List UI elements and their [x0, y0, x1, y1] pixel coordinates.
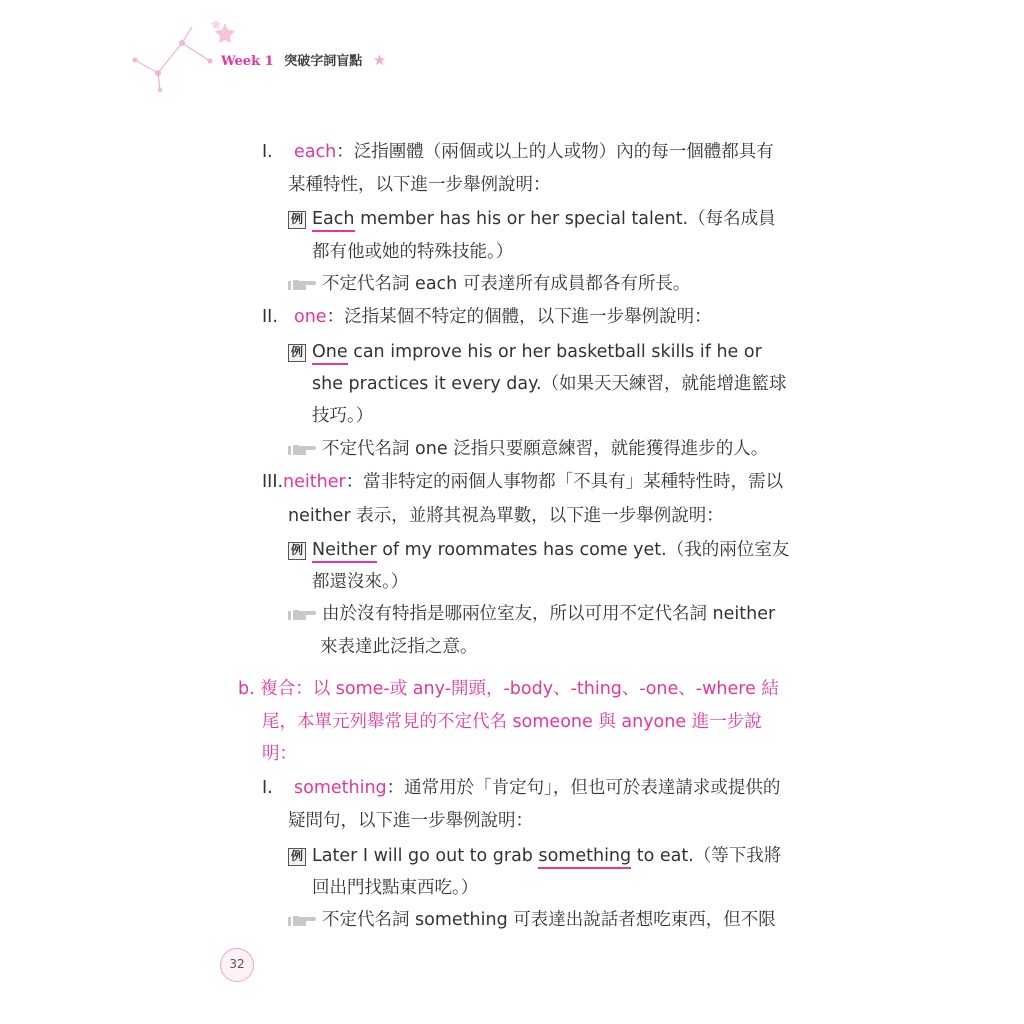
item-desc: ：通常用於「肯定句」，但也可於表達請求或提供的: [386, 778, 781, 798]
item-numeral: I.: [262, 778, 273, 798]
item-something-desc-line2: 疑問句，以下進一步舉例說明：: [288, 811, 533, 831]
pointing-hand-icon: [288, 275, 318, 291]
term-neither: neither: [283, 472, 346, 492]
note-text: 不定代名詞 something 可表達出說話者想吃東西，但不限: [322, 910, 776, 930]
term-one: one: [294, 307, 327, 327]
item-numeral: III.: [262, 472, 284, 492]
note-text: 不定代名詞 one 泛指只要願意練習，就能獲得進步的人。: [322, 439, 769, 459]
section-b-line3: 明：: [262, 744, 297, 764]
example-each-line1: [288, 207, 776, 231]
section-b-line2: 尾，本單元列舉常見的不定代名 someone 與 anyone 進一步說: [262, 712, 762, 732]
note-something: [288, 908, 776, 932]
example-keyword: something: [538, 846, 631, 869]
section-b-line1: b. 複合：以 some-或 any-開頭，-body、-thing、-one、-where 結: [238, 679, 779, 699]
item-desc: ：泛指團體（兩個或以上的人或物）內的每一個體都具有: [336, 142, 774, 162]
star-icon: ★: [372, 51, 387, 69]
example-one-line2: she practices it every day.（如果天天練習，就能增進籃球: [312, 374, 787, 394]
note-each: [288, 272, 690, 296]
item-neither-desc-line1: [262, 470, 783, 494]
term-each: each: [294, 142, 337, 162]
example-one-line3: 技巧。）: [312, 406, 374, 426]
example-badge: 例: [288, 344, 306, 362]
example-text: can improve his or her basketball skills if he or: [347, 342, 762, 362]
example-keyword: One: [312, 342, 348, 365]
item-numeral: II.: [262, 307, 278, 327]
item-desc: ：泛指某個不特定的個體，以下進一步舉例說明：: [326, 307, 712, 327]
term-something: something: [294, 778, 387, 798]
page-header: [221, 50, 386, 69]
example-keyword: Neither: [312, 540, 377, 563]
note-neither-line1: [288, 602, 775, 626]
item-neither-desc-line2: neither 表示，並將其視為單數，以下進一步舉例說明：: [288, 506, 724, 526]
pointing-hand-icon: [288, 911, 318, 927]
example-neither-line2: 都還沒來。）: [312, 572, 409, 592]
week-label: Week 1: [221, 54, 274, 69]
item-desc: ：當非特定的兩個人事物都「不具有」某種特性時，需以: [345, 472, 784, 492]
example-something-line2: 回出門找點東西吃。）: [312, 878, 479, 898]
item-one-desc-line1: [262, 305, 712, 329]
item-each-desc-line1: [262, 140, 774, 164]
example-text: member has his or her special talent.（每名成員: [354, 209, 776, 229]
example-text: of my roommates has come yet.（我的兩位室友: [376, 540, 790, 560]
example-badge: 例: [288, 848, 306, 866]
header-title: 突破字詞盲點: [284, 54, 363, 69]
example-neither-line1: [288, 538, 789, 562]
example-badge: 例: [288, 211, 306, 229]
example-keyword: Each: [312, 209, 355, 232]
example-text: Later I will go out to grab: [312, 846, 539, 866]
note-neither-line2: 來表達此泛指之意。: [320, 637, 478, 657]
note-one: [288, 437, 768, 461]
pointing-hand-icon: [288, 605, 318, 621]
example-text: to eat.（等下我將: [631, 846, 782, 866]
example-something-line1: [288, 844, 781, 868]
example-one-line1: [288, 340, 762, 364]
note-text: 不定代名詞 each 可表達所有成員都各有所長。: [322, 274, 691, 294]
page-number: 32: [220, 948, 254, 982]
note-text: 由於沒有特指是哪兩位室友，所以可用不定代名詞 neither: [322, 604, 776, 624]
item-numeral: I.: [262, 142, 273, 162]
pointing-hand-icon: [288, 440, 318, 456]
item-each-desc-line2: 某種特性，以下進一步舉例說明：: [288, 175, 551, 195]
item-something-desc-line1: [262, 776, 780, 800]
example-badge: 例: [288, 542, 306, 560]
example-each-line2: 都有他或她的特殊技能。）: [312, 242, 514, 262]
